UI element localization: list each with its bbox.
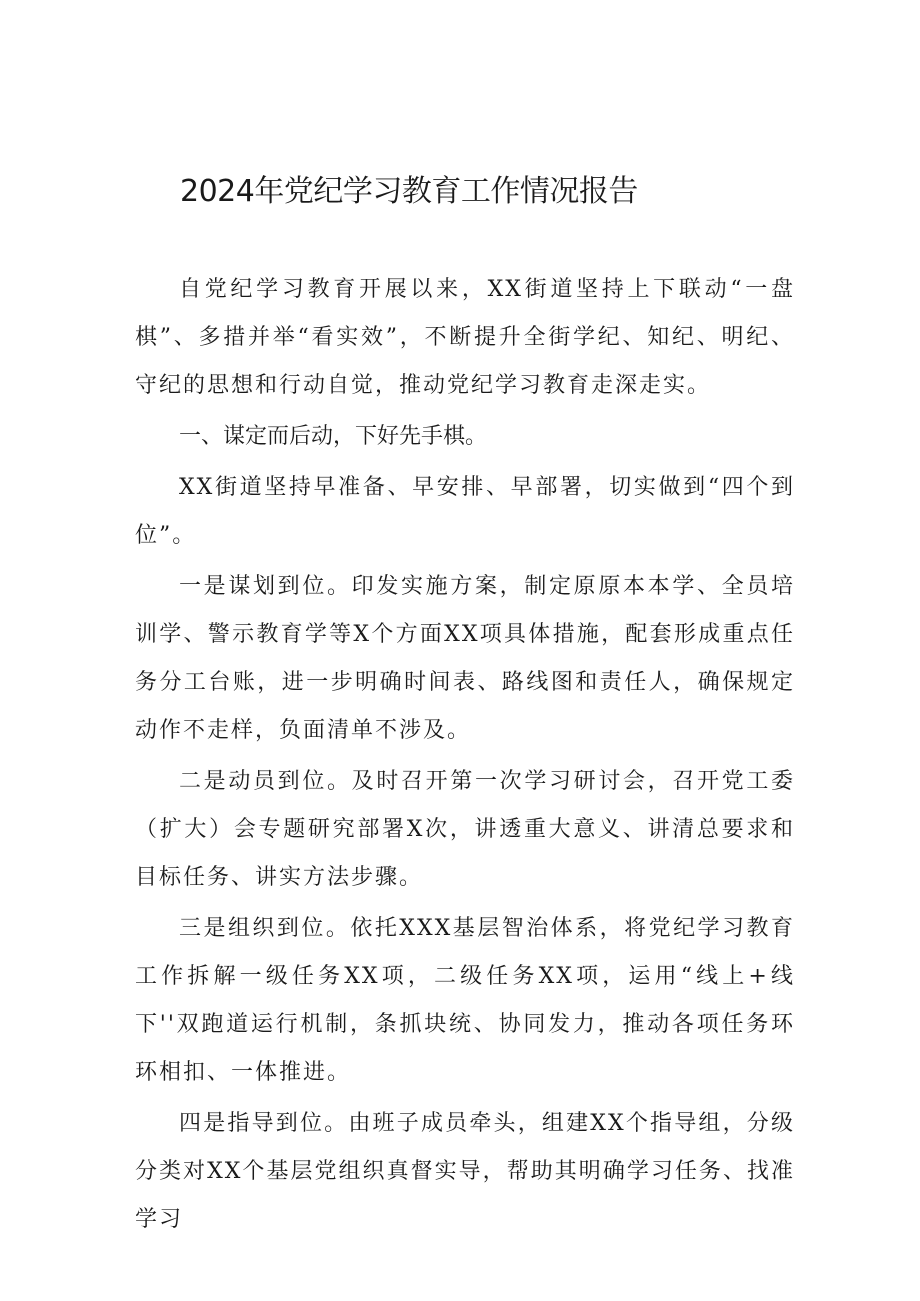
section-intro-paragraph: XX街道坚持早准备、早安排、早部署，切实做到“四个到位”。 xyxy=(135,475,795,548)
document-title: 2024年党纪学习教育工作情况报告 xyxy=(180,174,638,209)
mobilization-paragraph: 二是动员到位。及时召开第一次学习研讨会，召开党工委（扩大）会专题研究部署X次，讲透重大意义、讲清总要求和目标任务、讲实方法步骤。 xyxy=(135,769,795,890)
document-body xyxy=(135,266,795,1247)
guidance-paragraph: 四是指导到位。由班子成员牵头，组建XX个指导组，分级分类对XX个基层党组织真督实导，帮助其明确学习任务、找准学习 xyxy=(135,1111,795,1232)
planning-paragraph: 一是谋划到位。印发实施方案，制定原原本本学、全员培训学、警示教育学等X个方面XX项具体措施，配套形成重点任务分工台账，进一步明确时间表、路线图和责任人，确保规定动作不走样，负面清单不涉及。 xyxy=(135,574,795,743)
organization-paragraph: 三是组织到位。依托XXX基层智治体系，将党纪学习教育工作拆解一级任务XX项，二级任务XX项，运用“线上+线下''双跑道运行机制，条抓块统、协同发力，推动各项任务环环相扣、一体推进。 xyxy=(135,916,795,1085)
intro-paragraph: 自党纪学习教育开展以来，XX街道坚持上下联动“一盘棋”、多措并举“看实效”，不断提升全街学纪、知纪、明纪、守纪的思想和行动自觉，推动党纪学习教育走深走实。 xyxy=(135,277,795,398)
section-heading-1: 一、谋定而后动，下好先手棋。 xyxy=(179,424,488,449)
